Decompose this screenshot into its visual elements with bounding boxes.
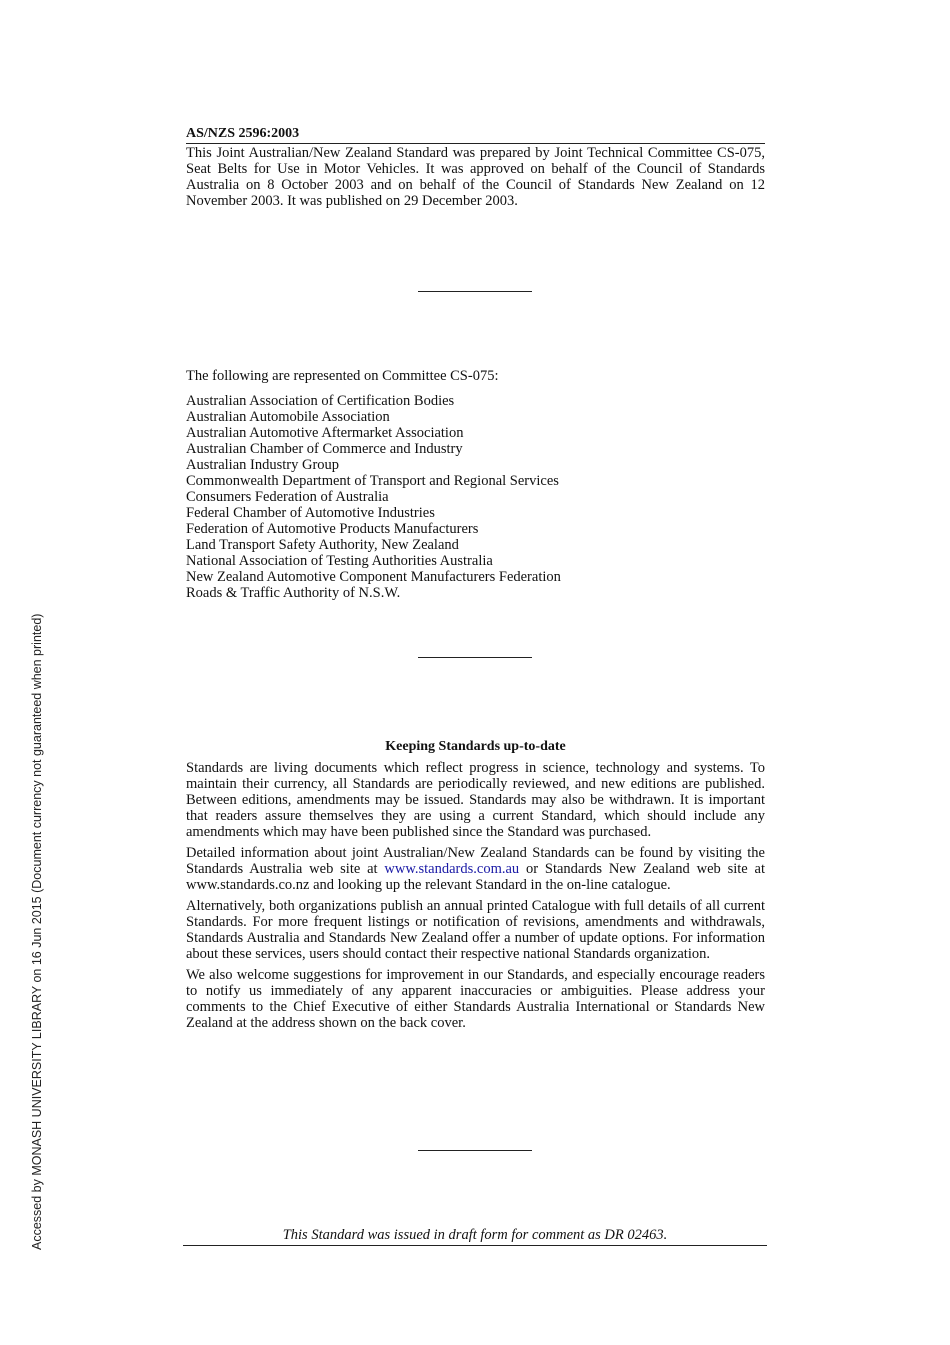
- divider-2: [418, 657, 532, 658]
- list-item: Australian Automobile Association: [186, 409, 390, 425]
- standards-australia-link[interactable]: www.standards.com.au: [384, 861, 520, 877]
- list-item: Roads & Traffic Authority of N.S.W.: [186, 585, 401, 601]
- keeping-paragraph-1: Standards are living documents which reflect progress in science, technology and systems. To maintain their currency, all Standards are periodically reviewed, and new editions are published. Between editions, amendments may be issued. Standards may also be withdrawn. It is important that readers assure themselves they are using a current Standard, which should include any amendments which may have been published since the Standard was purchased.: [186, 760, 765, 840]
- list-item: Commonwealth Department of Transport and Regional Services: [186, 473, 559, 489]
- list-item: Australian Association of Certification Bodies: [186, 393, 455, 409]
- draft-note-footer: This Standard was issued in draft form for comment as DR 02463.: [183, 1227, 767, 1246]
- list-item: Federal Chamber of Automotive Industries: [186, 505, 435, 521]
- committee-members-list: [186, 393, 765, 601]
- access-watermark: Accessed by MONASH UNIVERSITY LIBRARY on 16 Jun 2015 (Document currency not guaranteed when printed): [30, 613, 44, 1250]
- list-item: Federation of Automotive Products Manufacturers: [186, 521, 479, 537]
- keeping-paragraph-2: [186, 845, 765, 893]
- section-heading: Keeping Standards up-to-date: [385, 739, 566, 754]
- list-item: Australian Automotive Aftermarket Association: [186, 425, 464, 441]
- paragraph-text: Detailed information about joint Australian/New Zealand Standards can be found by visiting the Standards Australia web site at: [186, 845, 765, 877]
- standard-id: AS/NZS 2596:2003: [186, 126, 765, 144]
- list-item: Land Transport Safety Authority, New Zealand: [186, 537, 459, 553]
- committee-lead: The following are represented on Committee CS-075:: [186, 368, 499, 384]
- divider-1: [418, 291, 532, 292]
- intro-paragraph: This Joint Australian/New Zealand Standard was prepared by Joint Technical Committee CS-075, Seat Belts for Use in Motor Vehicles. It was approved on behalf of the Council of Standards Australia on 8 October 2003 and on behalf of the Council of Standards New Zealand on 12 November 2003. It was published on 29 December 2003.: [186, 145, 765, 209]
- keeping-paragraph-4: We also welcome suggestions for improvement in our Standards, and especially encourage readers to notify us immediately of any apparent inaccuracies or ambiguities. Please address your comments to the Chief Executive of either Standards Australia International or Standards New Zealand at the address shown on the back cover.: [186, 967, 765, 1031]
- paragraph-text: or Standards New Zealand web site at www.standards.co.nz and looking up the relevant Standard in the on-line catalogue.: [186, 861, 766, 893]
- list-item: Australian Chamber of Commerce and Industry: [186, 441, 463, 457]
- list-item: Consumers Federation of Australia: [186, 489, 389, 505]
- list-item: National Association of Testing Authorities Australia: [186, 553, 493, 569]
- keeping-section-body: [186, 760, 765, 1036]
- list-item: New Zealand Automotive Component Manufacturers Federation: [186, 569, 561, 585]
- divider-3: [418, 1150, 532, 1151]
- keeping-paragraph-3: Alternatively, both organizations publish an annual printed Catalogue with full details of all current Standards. For more frequent listings or notification of revisions, amendments and withdrawals, Standards Australia and Standards New Zealand offer a number of update options. For information about these services, users should contact their respective national Standards organization.: [186, 898, 765, 962]
- list-item: Australian Industry Group: [186, 457, 340, 473]
